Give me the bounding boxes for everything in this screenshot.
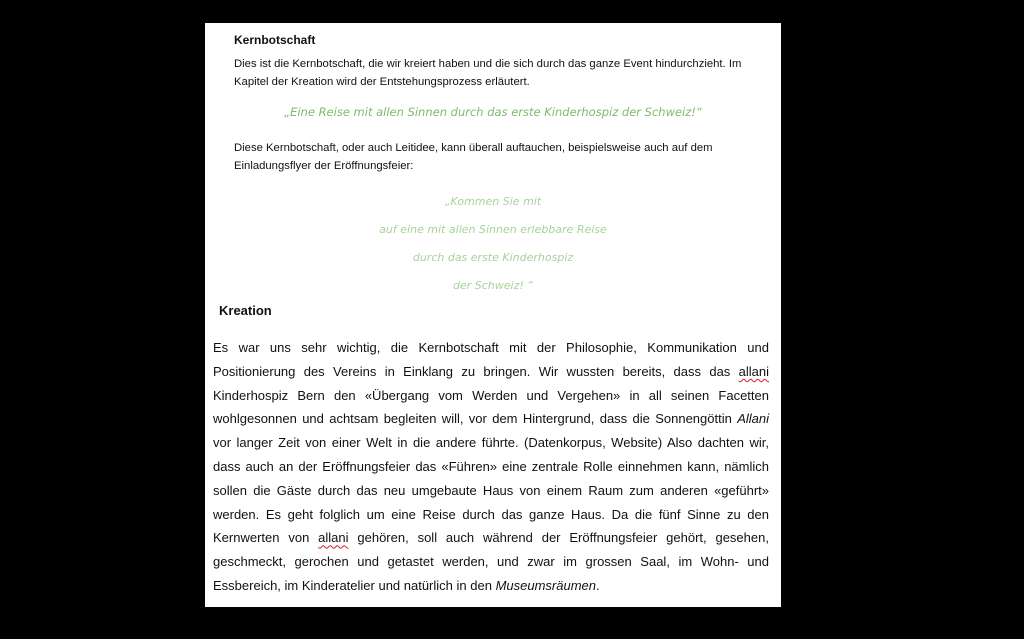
- flyer-line: auf eine mit allen Sinnen erlebbare Reise: [379, 223, 607, 236]
- text-line: Kinderhospiz Bern den «Übergang vom Werden und Vergehen» in all seinen Facetten: [213, 387, 769, 403]
- text-line: werden. Es geht folglich um eine Reise durch das ganze Haus. Da die fünf Sinne zu den: [213, 506, 769, 522]
- text-line: Es war uns sehr wichtig, die Kernbotschaft mit der Philosophie, Kommunikation und: [213, 340, 769, 355]
- italic-word: Allani: [737, 411, 769, 427]
- flyer-quote: [205, 188, 781, 300]
- kreation-body-text: [213, 336, 769, 598]
- document-page: [205, 23, 781, 607]
- italic-word: Museumsräumen: [495, 577, 596, 593]
- leitidee-paragraph: Diese Kernbotschaft, oder auch Leitidee, kann überall auftauchen, beispielsweise auch auf dem Einladungsflyer der Eröffnungsfeier:: [234, 142, 713, 172]
- text-line: sollen die Gäste durch das neu umgebaute Haus von einem Raum zum anderen «geführt»: [213, 482, 769, 498]
- section-heading-kernbotschaft: Kernbotschaft: [234, 33, 316, 47]
- intro-paragraph: Dies ist die Kernbotschaft, die wir kreiert haben und die sich durch das ganze Event hindurchzieht. Im Kapitel der Kreation wird der Entstehungsprozess erläutert.: [234, 58, 742, 88]
- text-line: Positionierung des Vereins in Einklang zu bringen. Wir wussten bereits, dass das allani: [213, 363, 769, 379]
- core-message-quote: „Eine Reise mit allen Sinnen durch das erste Kinderhospiz der Schweiz!“: [284, 105, 702, 119]
- text-line: geschmeckt, gerochen und getastet werden, und zwar im grossen Saal, im Wohn- und: [213, 554, 769, 570]
- text-line: vor langer Zeit von einer Welt in die andere führte. (Datenkorpus, Website) Also dachten wir,: [213, 435, 769, 451]
- text-line: Essbereich, im Kinderatelier und natürlich in den Museumsräumen.: [213, 577, 600, 593]
- section-heading-kreation: Kreation: [219, 303, 272, 318]
- text-line: Kernwerten von allani gehören, soll auch während der Eröffnungsfeier gehört, gesehen,: [213, 530, 769, 546]
- flyer-line: der Schweiz! “: [453, 279, 533, 292]
- text-line: wohlgesonnen und achtsam begleiten will, vor dem Hintergrund, dass die Sonnengöttin Allani: [213, 411, 769, 427]
- spellcheck-word: allani: [318, 530, 349, 546]
- text-line: dass auch an der Eröffnungsfeier das «Führen» eine zentrale Rolle einnehmen kann, nämlich: [213, 458, 769, 474]
- flyer-line: „Kommen Sie mit: [444, 195, 542, 208]
- flyer-line: durch das erste Kinderhospiz: [412, 251, 574, 264]
- spellcheck-word: allani: [738, 363, 769, 379]
